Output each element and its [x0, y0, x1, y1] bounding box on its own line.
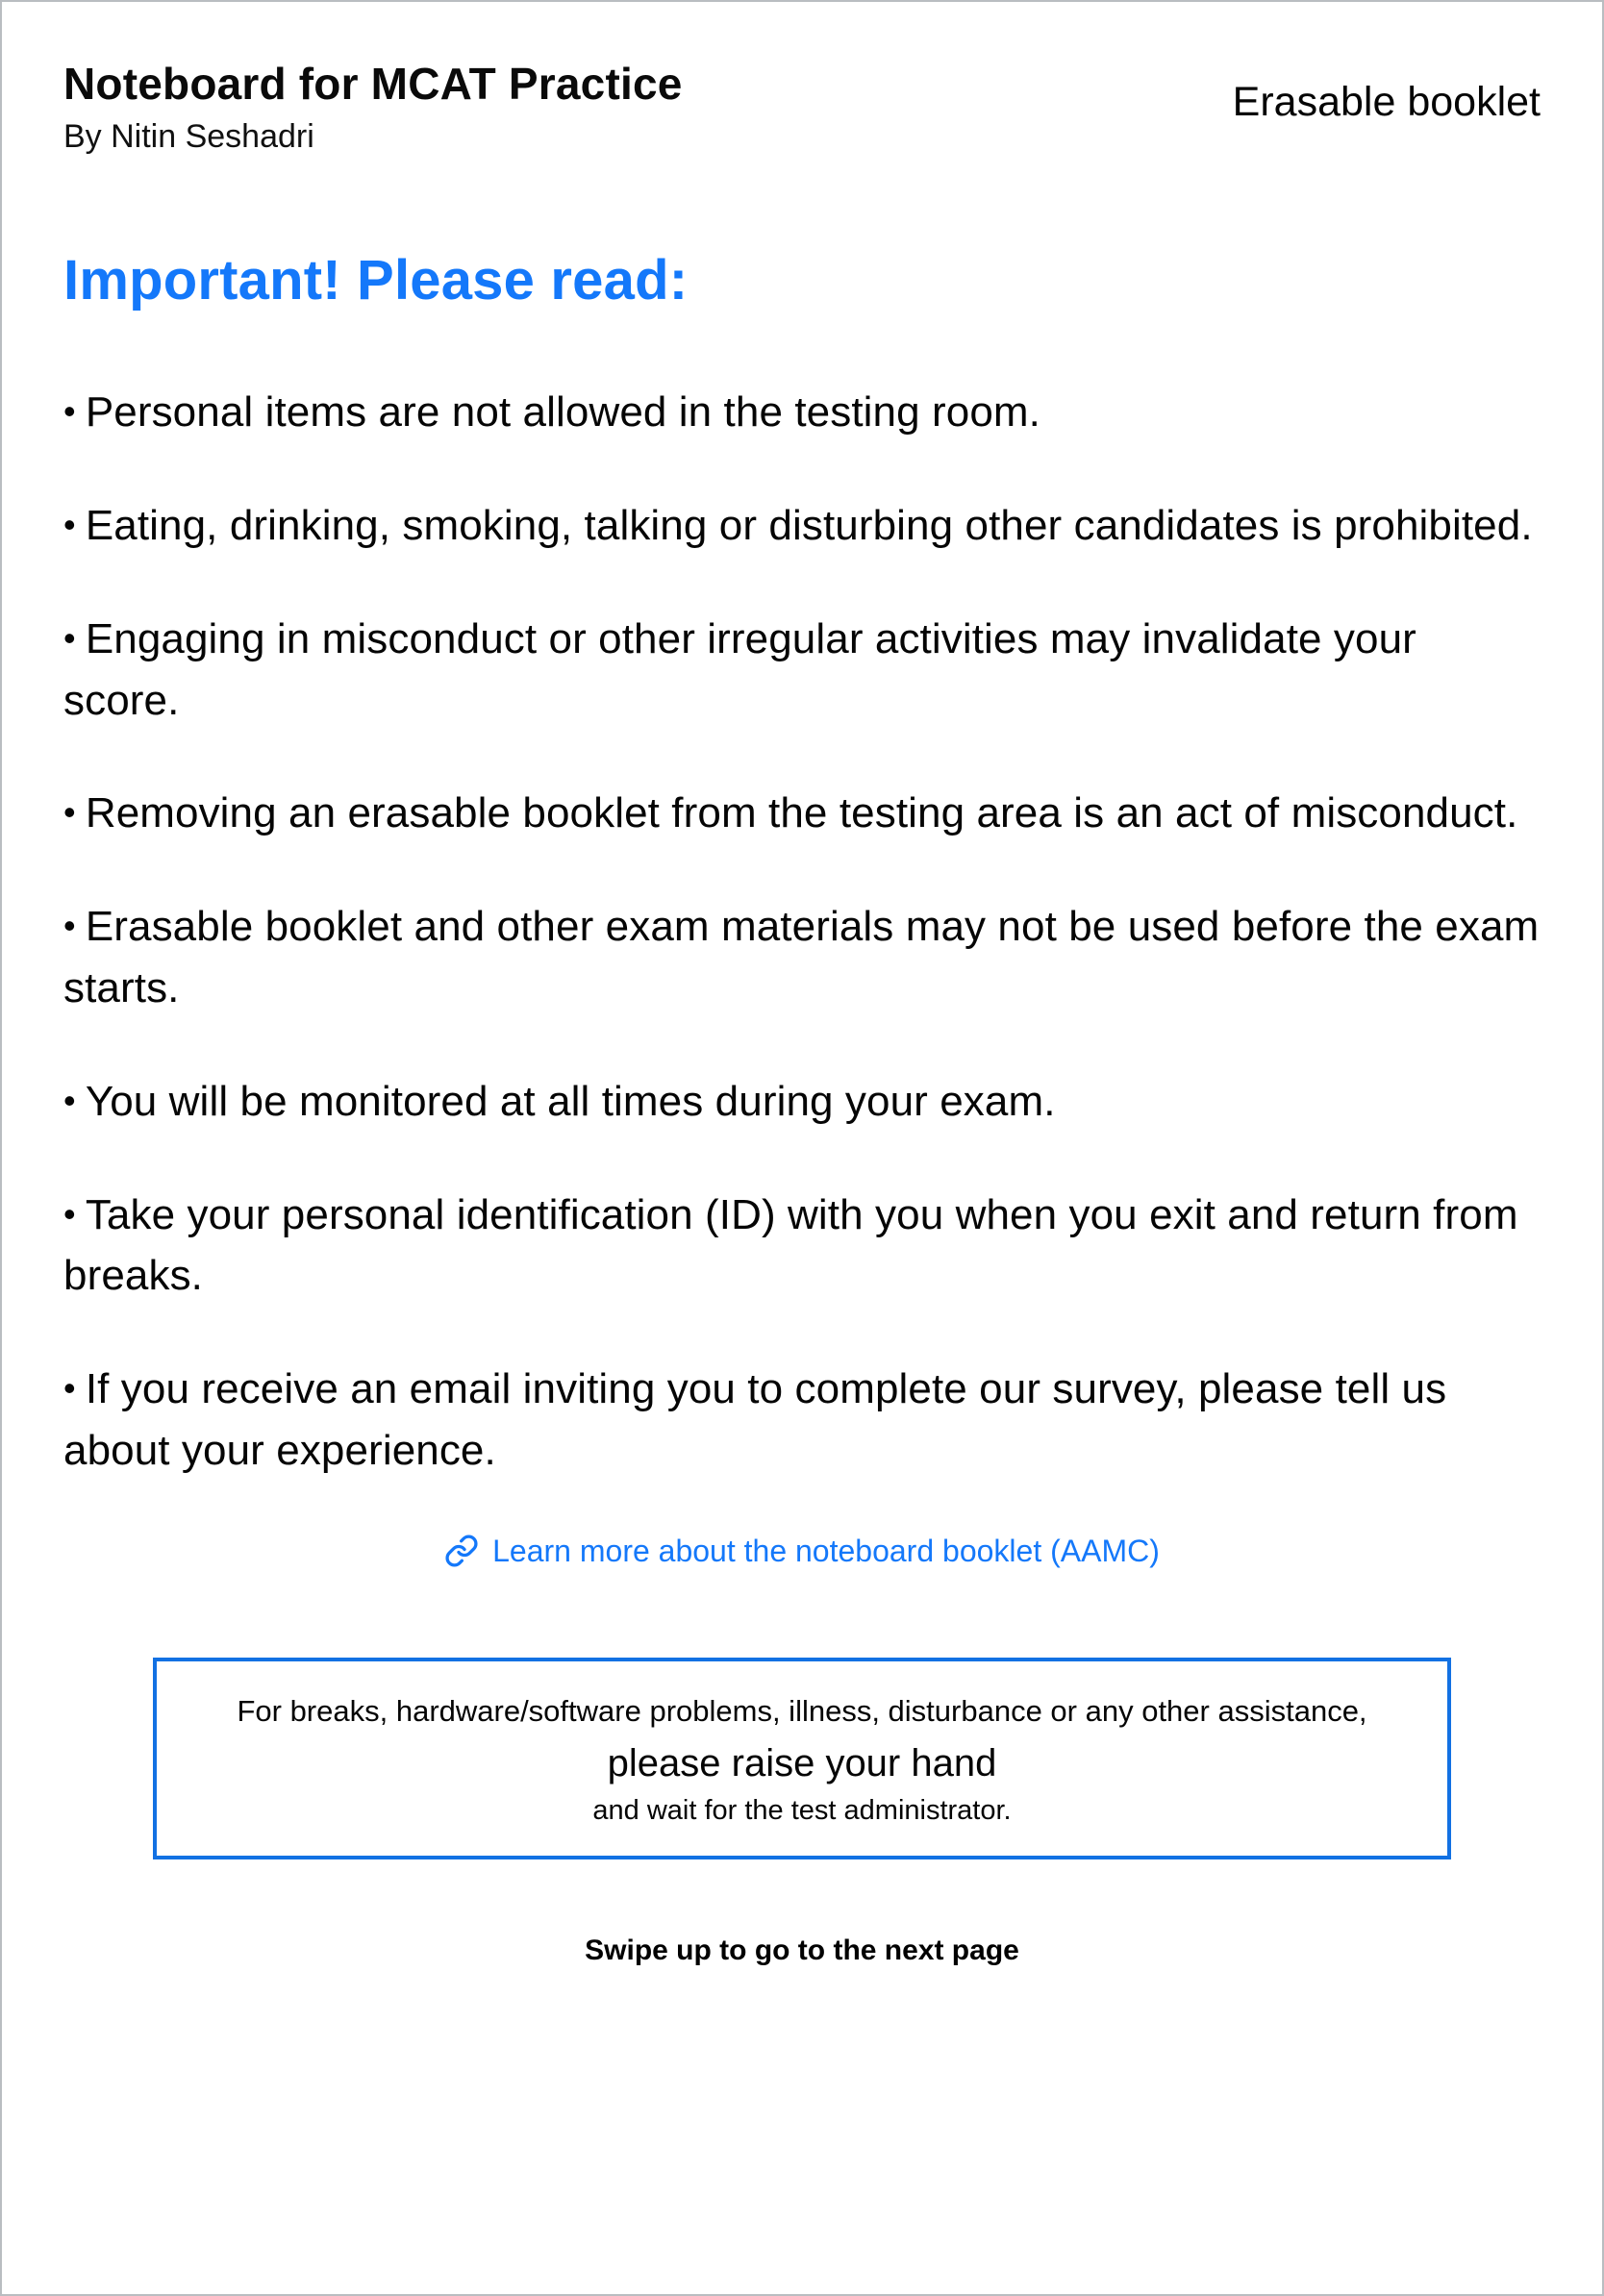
rule-item: • Engaging in misconduct or other irregular activities may invalidate your score.: [63, 609, 1541, 732]
header: [63, 58, 1541, 156]
link-icon: [444, 1534, 479, 1568]
rule-item: • Eating, drinking, smoking, talking or disturbing other candidates is prohibited.: [63, 495, 1541, 557]
rule-item: • Erasable booklet and other exam materials may not be used before the exam starts.: [63, 896, 1541, 1019]
assistance-box: [153, 1658, 1451, 1859]
link-label[interactable]: Learn more about the noteboard booklet (AAMC): [492, 1533, 1160, 1568]
rule-item: • Take your personal identification (ID) with you when you exit and return from breaks.: [63, 1185, 1541, 1308]
aamc-learn-more-link[interactable]: [63, 1534, 1541, 1569]
assistance-line-3: and wait for the test administrator.: [592, 1794, 1012, 1826]
assistance-line-2: please raise your hand: [607, 1741, 997, 1784]
rule-item: • You will be monitored at all times during your exam.: [63, 1071, 1541, 1133]
rules-list: [63, 382, 1541, 1482]
header-left: [63, 58, 683, 156]
rule-item: • Removing an erasable booklet from the testing area is an act of misconduct.: [63, 783, 1541, 844]
booklet-type-label: Erasable booklet: [1232, 79, 1541, 125]
swipe-up-hint: Swipe up to go to the next page: [585, 1934, 1019, 1966]
noteboard-instructions-page: [2, 2, 1602, 2294]
app-title: Noteboard for MCAT Practice: [63, 59, 683, 109]
important-heading: Important! Please read:: [63, 249, 689, 312]
rule-item: • Personal items are not allowed in the testing room.: [63, 382, 1541, 443]
assistance-line-1: For breaks, hardware/software problems, illness, disturbance or any other assistance,: [237, 1693, 1367, 1728]
app-author: By Nitin Seshadri: [63, 118, 314, 156]
rule-item: • If you receive an email inviting you to complete our survey, please tell us about your experience.: [63, 1359, 1541, 1482]
